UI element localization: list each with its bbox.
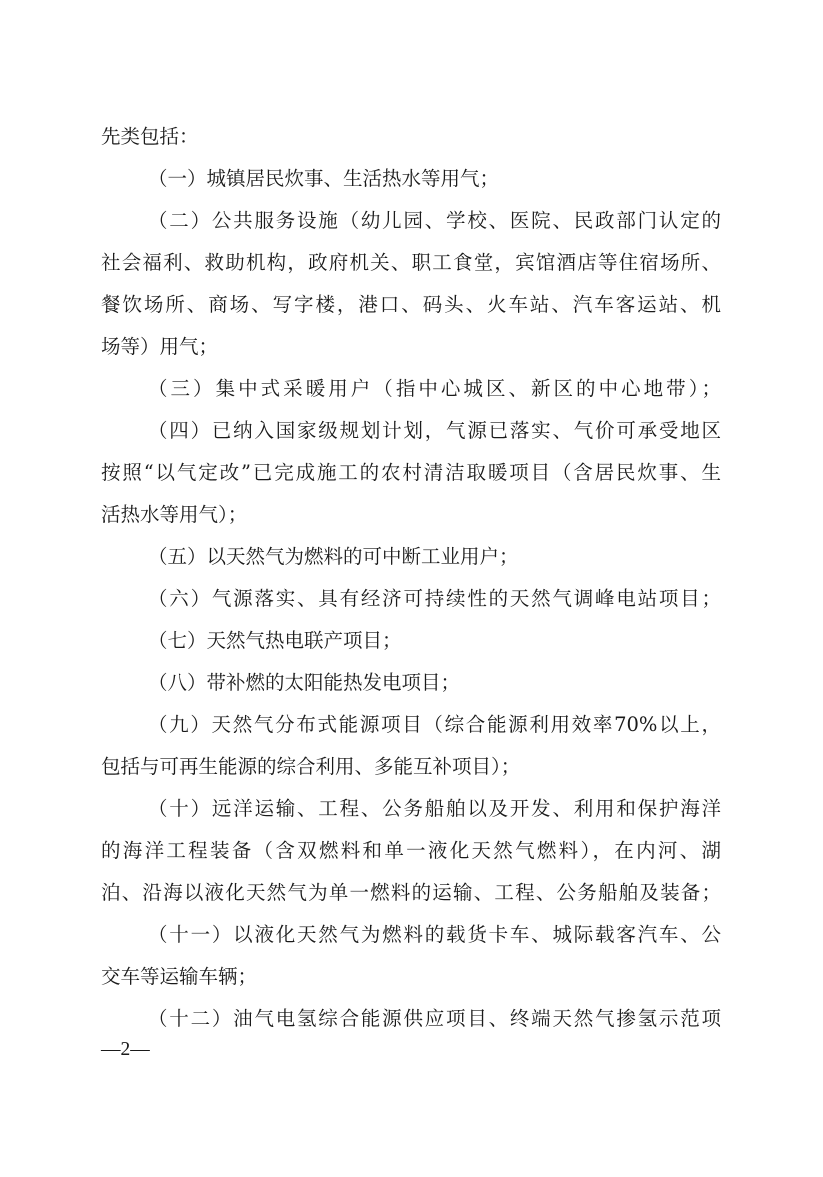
text-line: （十一）以液化天然气为燃料的载货卡车、城际载客汽车、公	[148, 923, 721, 946]
text-line: （十二）油气电氢综合能源供应项目、终端天然气掺氢示范项	[148, 1007, 721, 1030]
text-line: 社会福利、救助机构，政府机关、职工食堂，宾馆酒店等住宿场所、	[101, 251, 721, 274]
text-line: 场等）用气；	[101, 335, 219, 358]
text-line: 包括与可再生能源的综合利用、多能互补项目）；	[101, 755, 521, 778]
text-line: （一）城镇居民炊事、生活热水等用气；	[148, 167, 500, 190]
text-line: （五）以天然气为燃料的可中断工业用户；	[148, 545, 519, 568]
page-number: —2—	[101, 1039, 150, 1060]
text-line: （八）带补燃的太阳能热发电项目；	[148, 671, 461, 694]
text-line: 交车等运输车辆；	[101, 965, 258, 988]
text-line: 活热水等用气）；	[101, 503, 248, 526]
text-line: （九）天然气分布式能源项目（综合能源利用效率70%以上，	[148, 713, 721, 736]
text-line: 先类包括：	[101, 125, 199, 148]
text-line: （十）远洋运输、工程、公务船舶以及开发、利用和保护海洋	[148, 797, 721, 820]
text-line: 按照“以气定改”已完成施工的农村清洁取暖项目（含居民炊事、生	[101, 461, 721, 484]
text-line: （六）气源落实、具有经济可持续性的天然气调峰电站项目；	[148, 587, 721, 610]
text-line: 餐饮场所、商场、写字楼，港口、码头、火车站、汽车客运站、机	[101, 293, 721, 316]
text-line: （四）已纳入国家级规划计划，气源已落实、气价可承受地区	[148, 419, 721, 442]
text-line: （二）公共服务设施（幼儿园、学校、医院、民政部门认定的	[148, 209, 721, 232]
text-line: 泊、沿海以液化天然气为单一燃料的运输、工程、公务船舶及装备；	[101, 881, 721, 904]
text-line: （七）天然气热电联产项目；	[148, 629, 402, 652]
text-line: 的海洋工程装备（含双燃料和单一液化天然气燃料），在内河、湖	[101, 839, 721, 862]
text-line: （三）集中式采暖用户（指中心城区、新区的中心地带）；	[148, 377, 721, 400]
